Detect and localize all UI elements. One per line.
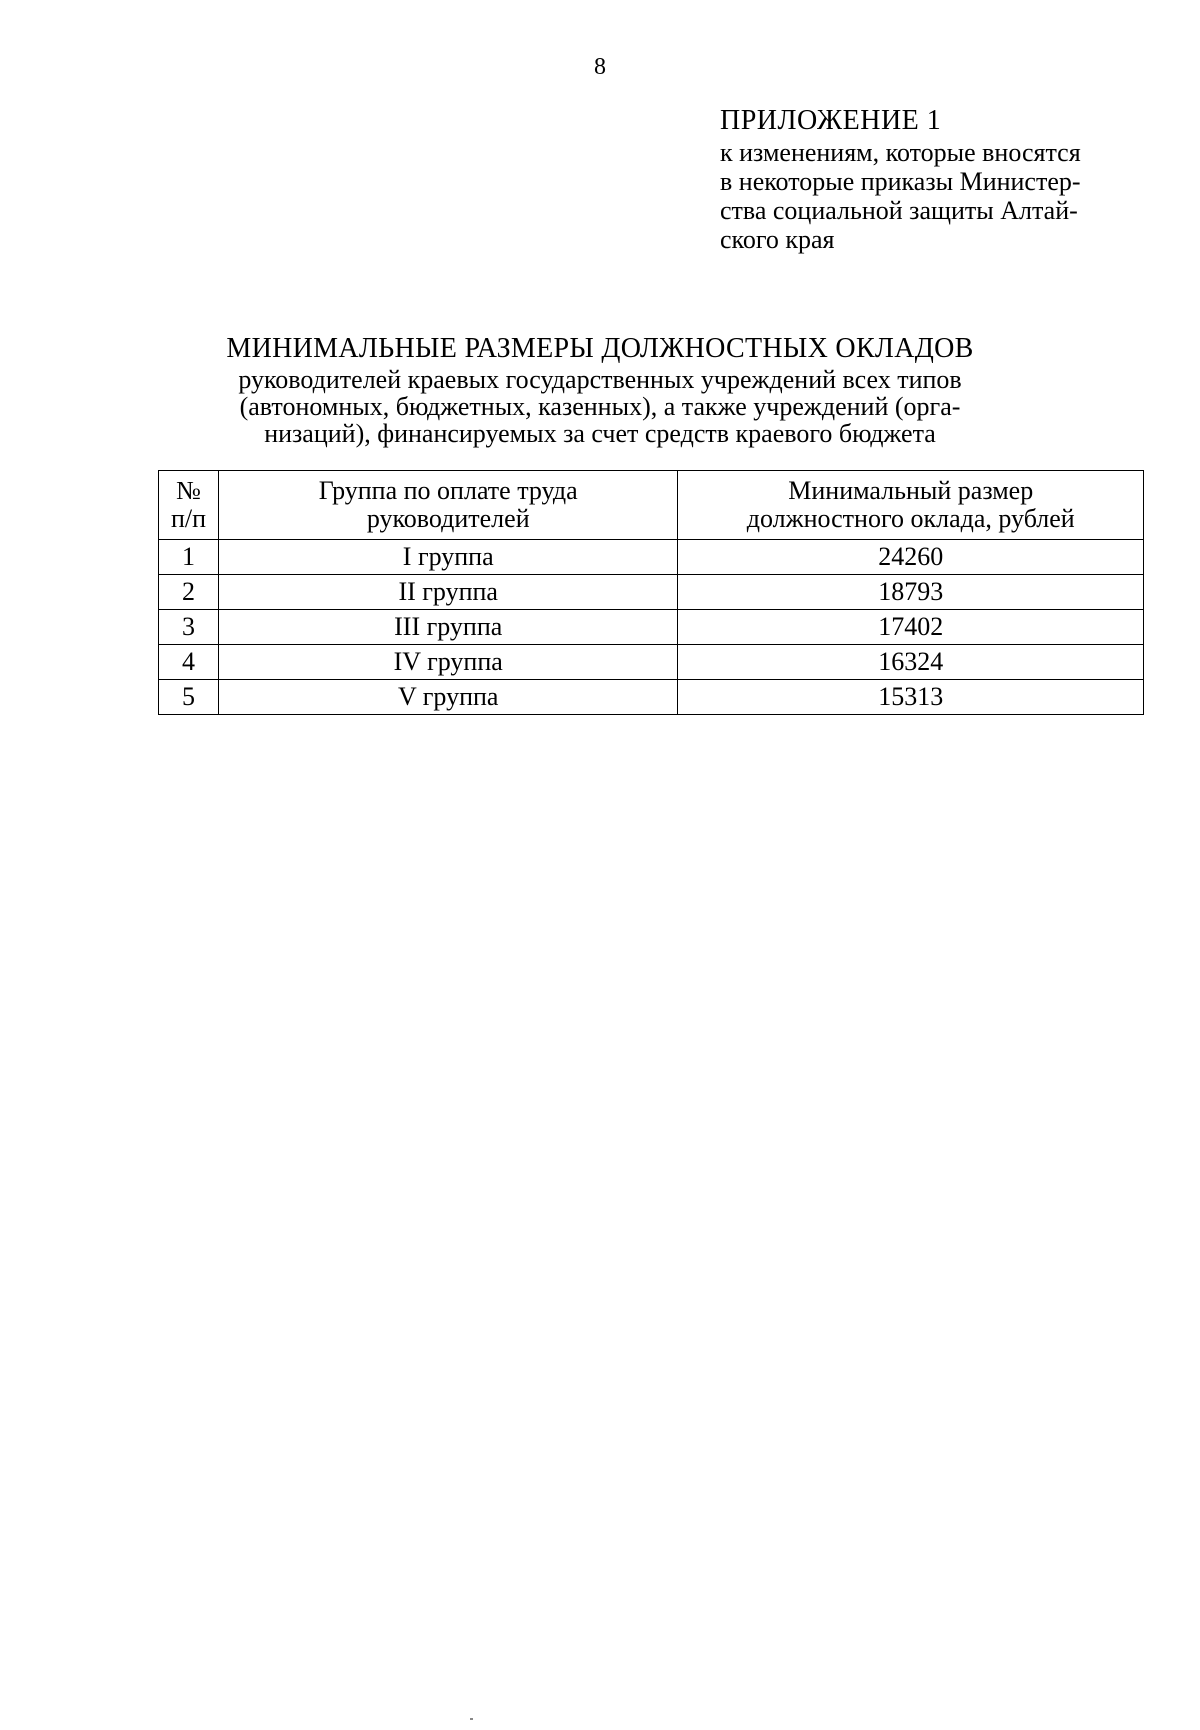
header-group-line: Группа по оплате труда [318,476,578,505]
row-salary: 18793 [678,575,1144,610]
row-number: 1 [159,540,219,575]
appendix-line: к изменениям, которые вносятся [720,138,1081,167]
row-salary: 17402 [678,610,1144,645]
table-row [159,575,1144,610]
row-number: 4 [159,645,219,680]
row-salary: 16324 [678,645,1144,680]
header-salary [678,471,1144,540]
document-subtitle-line: руководителей краевых государственных учреждений всех типов [238,365,962,394]
document-title: МИНИМАЛЬНЫЕ РАЗМЕРЫ ДОЛЖНОСТНЫХ ОКЛАДОВ [226,333,974,364]
appendix-line: в некоторые приказы Министер- [720,167,1081,196]
table-row [159,540,1144,575]
appendix-title: ПРИЛОЖЕНИЕ 1 [720,105,942,136]
header-group [218,471,678,540]
salary-table [158,470,1144,715]
appendix-line: ства социальной защиты Алтай- [720,196,1078,225]
header-salary-line: должностного оклада, рублей [746,504,1075,533]
row-group: III группа [218,610,678,645]
row-salary: 15313 [678,680,1144,715]
table-row [159,645,1144,680]
header-number [159,471,219,540]
scan-speck [470,1718,473,1720]
header-number-line: № [176,476,201,505]
row-number: 5 [159,680,219,715]
row-number: 3 [159,610,219,645]
document-heading [0,332,1200,447]
page-number: 8 [594,54,606,80]
header-group-line: руководителей [366,504,530,533]
row-number: 2 [159,575,219,610]
document-subtitle-line: низаций), финансируемых за счет средств краевого бюджета [264,419,936,448]
row-group: I группа [218,540,678,575]
header-salary-line: Минимальный размер [788,476,1034,505]
table-row [159,680,1144,715]
appendix-block [720,104,1140,254]
document-subtitle-line: (автономных, бюджетных, казенных), а также учреждений (орга- [239,392,961,421]
row-group: V группа [218,680,678,715]
row-group: II группа [218,575,678,610]
row-salary: 24260 [678,540,1144,575]
table-header-row [159,471,1144,540]
appendix-line: ского края [720,225,835,254]
table-row [159,610,1144,645]
row-group: IV группа [218,645,678,680]
header-number-line: п/п [170,504,206,533]
